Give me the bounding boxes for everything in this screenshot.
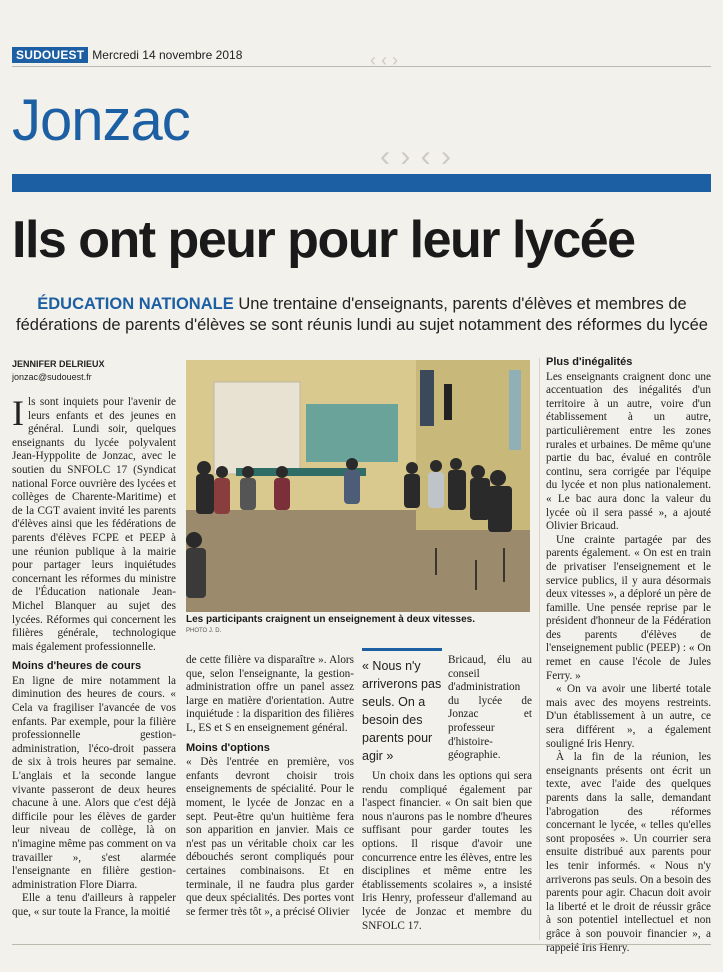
subhead-plus-inegalites: Plus d'inégalités <box>546 356 633 368</box>
masthead-rule <box>12 66 711 67</box>
deck-text: Une trentaine d'enseignants, parents d'élèves et membres de fédérations de parents d'élèves se sont réunis lundi au sujet notamment des réformes du lycée <box>16 295 708 334</box>
meeting-photo-illustration <box>186 360 530 612</box>
masthead <box>12 47 242 63</box>
paragraph: « On va avoir une liberté totale mais avec des moyens restreints. D'un établissement à un autre, ce sera différent », a également souligné Iris Henry. <box>546 683 711 750</box>
paragraph: Une crainte partagée par des parents également. « On est en train de privatiser l'enseignement et le service publics, il y aura désormais deux vitesses », a déploré un père de famille. Une pensée reprise par le président d'honneur de la Fédération des parents d'élèves de l'enseignement public (PEEP) : « On remet en cause l'école de Jules Ferry. » <box>546 533 711 682</box>
article-column-4 <box>546 356 711 955</box>
paragraph: Un choix dans les options qui sera rendu compliqué également par l'aspect financier. « On sait bien que nous n'aurons pas le nombre d'heures suffisant pour garder toutes les options. Il risque d'avoir une concurrence entre les élèves, entre les disciplines et même entre les établissements scolaires », a insisté Iris Henry, professeur d'allemand au lycée de Jonzac et membre du SNFOLC 17. <box>362 770 532 932</box>
paragraph: Bricaud, élu au conseil d'administration du lycée de Jonzac et professeur d'histoire-géographie. <box>448 654 532 762</box>
paragraph: Elle a tenu d'ailleurs à rappeler que, « sur toute la France, la moitié <box>12 892 176 918</box>
bleed-through-text-2: ‹ › ‹ › <box>380 140 452 173</box>
photo-credit: PHOTO J. D. <box>186 628 222 634</box>
pull-quote: « Nous n'y arriverons pas seuls. On a besoin des parents pour agir » <box>362 648 442 765</box>
bleed-through-text: ‹ ‹ › <box>370 50 398 70</box>
page-bottom-rule <box>12 944 711 945</box>
byline-author: JENNIFER DELRIEUX <box>12 359 105 369</box>
article-column-1 <box>12 393 176 920</box>
section-title: Jonzac <box>12 88 190 153</box>
headline: Ils ont peur pour leur lycée <box>12 211 635 269</box>
drop-cap: I <box>12 393 24 433</box>
issue-date: Mercredi 14 novembre 2018 <box>92 48 243 62</box>
paragraph: de cette filière va disparaître ». Alors que, selon l'enseignante, la gestion-administration offre un panel assez large en matière d'orientation. Autre inquiétude : la disparition des filières L, ES et S en enseignement général. <box>186 654 354 734</box>
sudouest-logo: SUDOUEST <box>12 47 88 63</box>
paragraph: « Dès l'entrée en première, vos enfants devront choisir trois enseignements de spécialité. Pour le moment, le lycée de Jonzac en a sept. Peut-être qu'un huitième fera son apparition en janvier. Mais ce n'est pas un véritable choix car les débouchés seront compliqués pour certaines combinaisons. Et en terminale, il ne faudra plus garder que deux spécialités. Des portes vont se fermer très tôt », a précisé Olivier <box>186 756 354 918</box>
byline-email: jonzac@sudouest.fr <box>12 372 92 382</box>
meeting-photo <box>186 360 530 612</box>
article-column-3-top <box>448 654 532 763</box>
paragraph: En ligne de mire notamment la diminution des heures de cours. « Cela va fragiliser l'avancée de vos enfants. Par exemple, pour la filière professionnelle gestion-administration, l'éco-droit passera de six à trois heures par semaine. L'anglais et la seconde langue vivante passeront de deux heures chacune à une. Alors que c'est déjà difficile pour les élèves de garder leur niveau de collège, là on n'imagine même pas comment on va travailler », s'est alarmée l'enseignante en filière gestion-administration Flore Diarra. <box>12 674 176 891</box>
column-divider <box>539 358 540 940</box>
article-column-2 <box>186 654 354 919</box>
article-column-3 <box>362 770 532 933</box>
photo-caption: Les participants craignent un enseignement à deux vitesses. <box>186 614 475 625</box>
subhead-moins-options: Moins d'options <box>186 741 270 754</box>
deck <box>12 294 712 336</box>
lead-paragraph: Ils sont inquiets pour l'avenir de leurs enfants et des jeunes en général. Lundi soir, quelques enseignants du lycée polyvalent Jean-Hyppolite de Jonzac, avec le soutien du SNFOLC 17 (Syndicat national Force ouvrière des lycées et collèges de Charente-Maritime) et de la CGT avaient invité les parents d'élèves ainsi que les fédérations de parents d'élèves FCPE et PEEP à une réunion publique à la mairie pour partager leurs inquiétudes concernant les réformes du ministre de l'Éducation nationale Jean-Michel Blanquer au sujet des lycées. Réformes qui concernent les filières générale, technologique mais également professionnelle. <box>12 393 176 653</box>
subhead-moins-heures: Moins d'heures de cours <box>12 660 142 673</box>
paragraph: Les enseignants craignent donc une accentuation des inégalités d'un territoire à un autre, voire d'un établissement à un autre, particulièrement entre les zones rurales et urbaines. De même qu'une partie du bac, évalué en contrôle continu, sera corrigée par l'équipe du lycée et non plus nationalement. « Le bac aura donc la valeur du lycée où il sera passé », a ajouté Olivier Bricaud. <box>546 370 711 533</box>
byline <box>12 358 105 384</box>
deck-kicker: ÉDUCATION NATIONALE <box>37 295 234 313</box>
section-bar <box>12 174 711 192</box>
paragraph: À la fin de la réunion, les enseignants présents ont écrit un texte, avec l'aide des quelques parents dans la salle, demandant l'abrogation des réformes concernant le lycée, « telles qu'elles sont proposées ». Un courrier sera ensuite distribué aux parents pour les tenir informés. « Nous n'y arriverons pas seuls. On a besoin des parents pour agir. Chacun doit avoir la liberté et le droit de réussir grâce à son potentiel intellectuel et non grâce à son pouvoir financier », a rappelé Iris Henry. <box>546 751 711 954</box>
